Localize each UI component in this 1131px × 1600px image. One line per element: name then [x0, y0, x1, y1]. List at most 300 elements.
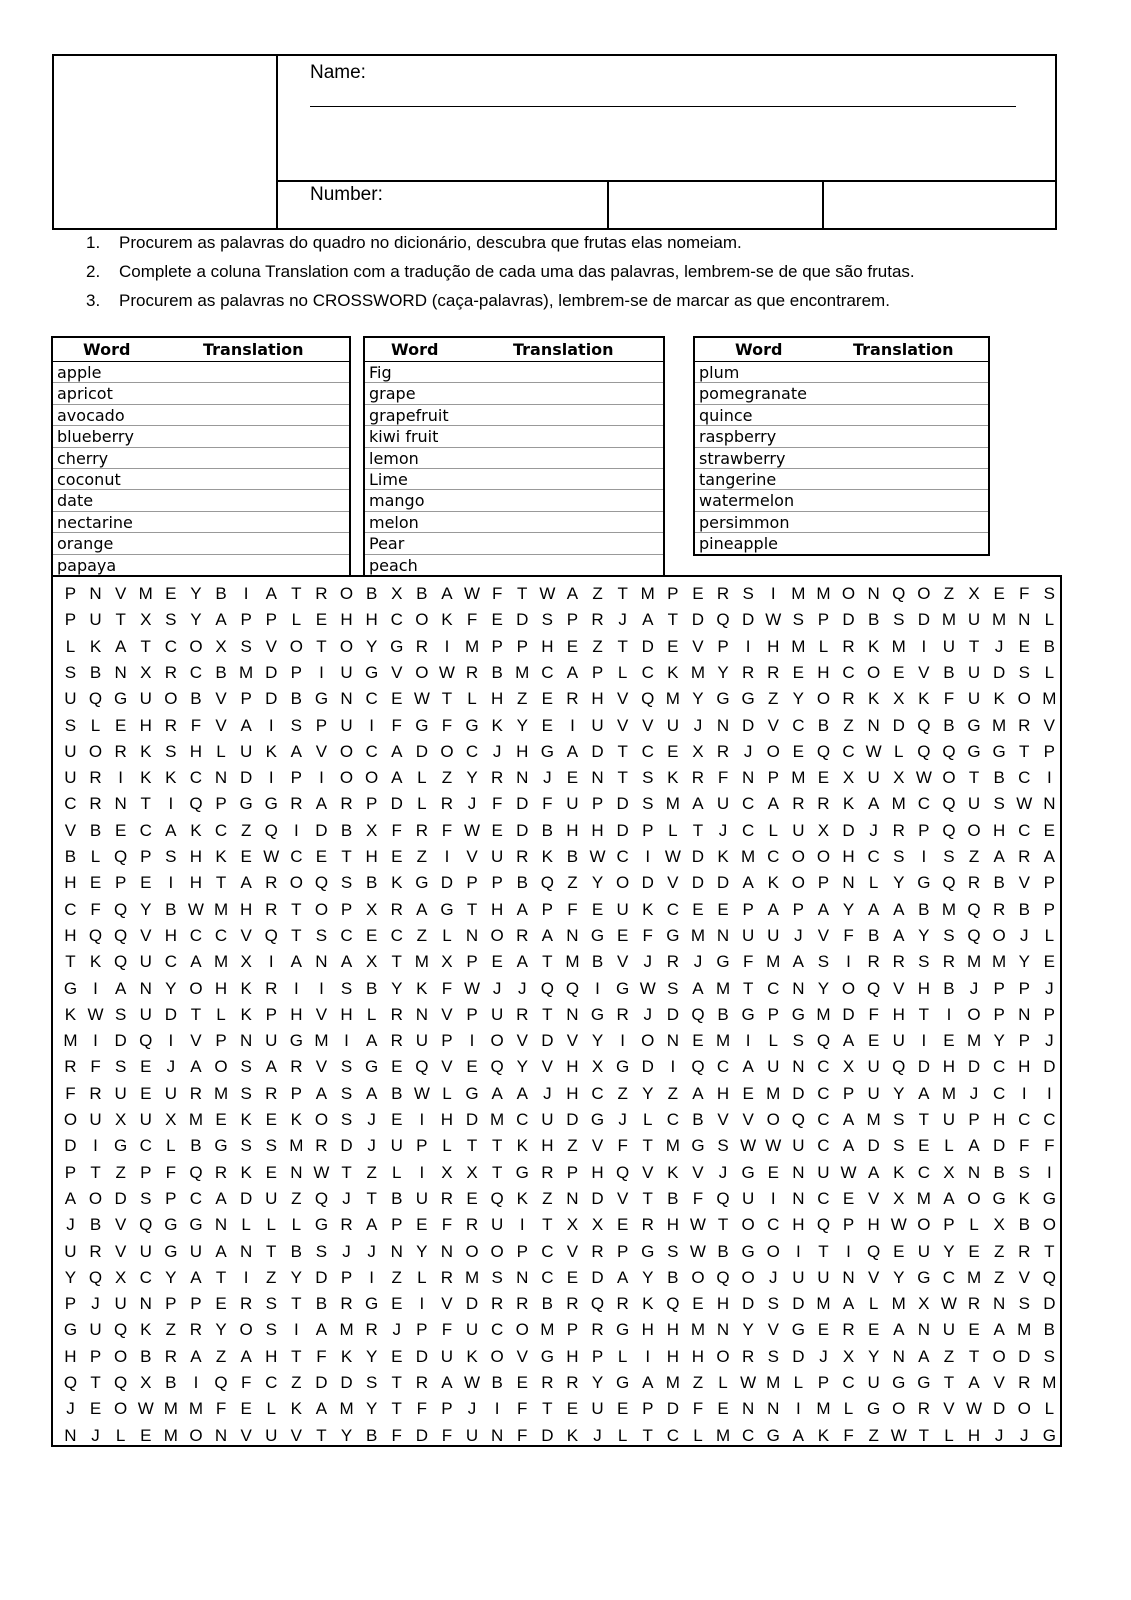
grid-letter[interactable]: Y	[416, 1241, 428, 1261]
grid-letter[interactable]: D	[315, 1267, 328, 1287]
grid-letter[interactable]: H	[340, 1004, 353, 1024]
grid-letter[interactable]: Z	[843, 715, 854, 735]
grid-letter[interactable]: L	[241, 1215, 251, 1235]
grid-letter[interactable]: I	[620, 1031, 625, 1051]
grid-letter[interactable]: H	[716, 1294, 730, 1314]
grid-letter[interactable]: Q	[867, 978, 881, 998]
grid-letter[interactable]: C	[767, 1215, 780, 1235]
grid-letter[interactable]: Q	[1042, 1267, 1056, 1287]
grid-letter[interactable]: G	[967, 741, 981, 761]
grid-letter[interactable]: S	[893, 1110, 905, 1129]
grid-letter[interactable]: O	[766, 1241, 780, 1261]
grid-letter[interactable]: R	[591, 610, 604, 630]
grid-letter[interactable]: X	[365, 820, 378, 840]
grid-letter[interactable]: I	[846, 952, 851, 972]
grid-letter[interactable]: E	[466, 1057, 478, 1077]
grid-letter[interactable]: H	[767, 636, 780, 656]
grid-letter[interactable]: P	[466, 873, 478, 893]
grid-letter[interactable]: N	[390, 1241, 403, 1261]
grid-letter[interactable]: K	[541, 847, 553, 866]
grid-letter[interactable]: P	[64, 1294, 77, 1314]
grid-letter[interactable]: I	[293, 1320, 299, 1340]
grid-letter[interactable]: R	[440, 1188, 454, 1208]
grid-letter[interactable]: Z	[291, 1373, 302, 1392]
grid-letter[interactable]: K	[491, 715, 503, 735]
grid-letter[interactable]: S	[240, 1083, 252, 1103]
grid-letter[interactable]: O	[189, 978, 203, 998]
grid-letter[interactable]: Q	[114, 952, 128, 972]
grid-letter[interactable]: B	[190, 1136, 202, 1156]
grid-letter[interactable]: C	[365, 689, 378, 709]
grid-letter[interactable]: E	[893, 662, 905, 682]
grid-letter[interactable]: I	[1021, 1083, 1027, 1103]
grid-letter[interactable]: R	[164, 715, 177, 735]
grid-letter[interactable]: K	[893, 1162, 905, 1182]
grid-letter[interactable]: T	[642, 1425, 653, 1445]
grid-letter[interactable]: D	[390, 794, 403, 814]
grid-letter[interactable]: N	[440, 1241, 454, 1261]
grid-letter[interactable]: M	[891, 794, 906, 814]
grid-letter[interactable]: I	[168, 794, 174, 814]
grid-letter[interactable]: E	[1043, 820, 1055, 840]
grid-letter[interactable]: J	[91, 1294, 100, 1314]
grid-letter[interactable]: U	[867, 1373, 880, 1392]
grid-letter[interactable]: O	[841, 978, 856, 998]
grid-letter[interactable]: S	[290, 715, 302, 735]
grid-letter[interactable]: J	[1045, 1031, 1054, 1051]
grid-letter[interactable]: E	[140, 1083, 152, 1103]
grid-letter[interactable]: I	[645, 847, 651, 866]
grid-letter[interactable]: R	[239, 1294, 253, 1314]
grid-letter[interactable]: T	[542, 1215, 553, 1235]
grid-letter[interactable]: O	[515, 1320, 529, 1340]
grid-letter[interactable]: G	[791, 1004, 805, 1024]
grid-letter[interactable]: R	[767, 662, 780, 682]
grid-letter[interactable]: Q	[942, 820, 956, 840]
grid-letter[interactable]: M	[866, 1110, 881, 1129]
grid-letter[interactable]: T	[968, 1346, 980, 1366]
grid-letter[interactable]: L	[868, 873, 879, 893]
grid-letter[interactable]: F	[391, 715, 402, 735]
grid-letter[interactable]: F	[441, 1425, 453, 1445]
grid-letter[interactable]: R	[566, 1294, 579, 1314]
grid-letter[interactable]: H	[290, 1004, 303, 1024]
grid-letter[interactable]: L	[417, 1267, 427, 1287]
grid-letter[interactable]: N	[917, 1320, 930, 1340]
grid-letter[interactable]: O	[791, 847, 805, 866]
grid-letter[interactable]: A	[893, 899, 905, 919]
grid-letter[interactable]: H	[591, 1162, 604, 1182]
grid-letter[interactable]: T	[391, 1373, 402, 1392]
grid-letter[interactable]: I	[243, 584, 249, 603]
grid-letter[interactable]: I	[645, 1346, 651, 1366]
grid-letter[interactable]: E	[491, 952, 503, 972]
grid-letter[interactable]: T	[717, 1215, 729, 1235]
grid-letter[interactable]: R	[992, 899, 1006, 919]
grid-letter[interactable]: M	[414, 952, 429, 972]
grid-letter[interactable]: A	[792, 1425, 804, 1445]
grid-letter[interactable]: H	[666, 1215, 679, 1235]
grid-letter[interactable]: L	[1044, 662, 1055, 682]
grid-letter[interactable]: D	[1043, 1057, 1056, 1077]
grid-letter[interactable]: A	[792, 952, 804, 972]
grid-letter[interactable]: T	[617, 741, 628, 761]
grid-letter[interactable]: S	[64, 662, 77, 682]
grid-letter[interactable]: Q	[716, 1267, 730, 1287]
grid-letter[interactable]: G	[365, 1057, 379, 1077]
grid-letter[interactable]: N	[591, 768, 604, 788]
grid-letter[interactable]: I	[293, 820, 299, 840]
grid-letter[interactable]: J	[1045, 978, 1054, 998]
grid-letter[interactable]: N	[239, 1031, 253, 1051]
grid-letter[interactable]: E	[516, 1373, 528, 1392]
grid-letter[interactable]: V	[114, 1241, 127, 1261]
grid-letter[interactable]: R	[942, 952, 956, 972]
grid-letter[interactable]: E	[918, 1136, 930, 1156]
grid-letter[interactable]: X	[842, 1057, 855, 1077]
grid-letter[interactable]: U	[89, 1320, 102, 1340]
grid-letter[interactable]: D	[992, 662, 1006, 682]
grid-letter[interactable]: K	[566, 1425, 579, 1445]
grid-letter[interactable]: R	[315, 1136, 328, 1156]
grid-letter[interactable]: D	[666, 1399, 679, 1419]
grid-letter[interactable]: L	[768, 820, 778, 840]
grid-letter[interactable]: U	[64, 689, 77, 709]
grid-letter[interactable]: W	[464, 584, 481, 603]
grid-letter[interactable]: O	[289, 636, 303, 656]
grid-letter[interactable]: W	[438, 662, 455, 682]
grid-letter[interactable]: N	[214, 1215, 228, 1235]
grid-letter[interactable]: N	[139, 978, 152, 998]
grid-letter[interactable]: I	[795, 1241, 801, 1261]
grid-letter[interactable]: N	[741, 1399, 755, 1419]
grid-letter[interactable]: F	[65, 1083, 76, 1103]
grid-letter[interactable]: E	[692, 1031, 704, 1051]
grid-letter[interactable]: O	[465, 1241, 479, 1261]
grid-letter[interactable]: J	[342, 1188, 351, 1208]
grid-letter[interactable]: R	[290, 1057, 303, 1077]
grid-letter[interactable]: R	[842, 636, 855, 656]
grid-letter[interactable]: G	[515, 1162, 529, 1182]
grid-letter[interactable]: D	[917, 1057, 930, 1077]
grid-letter[interactable]: S	[1018, 1294, 1030, 1314]
grid-letter[interactable]: Q	[816, 741, 831, 761]
grid-letter[interactable]: L	[944, 1425, 954, 1445]
grid-letter[interactable]: P	[240, 689, 252, 709]
grid-letter[interactable]: L	[417, 794, 427, 814]
grid-letter[interactable]: X	[240, 952, 252, 972]
grid-letter[interactable]: U	[817, 1267, 830, 1287]
grid-letter[interactable]: F	[391, 1425, 402, 1445]
grid-letter[interactable]: E	[591, 899, 604, 919]
grid-letter[interactable]: O	[641, 1031, 655, 1051]
grid-letter[interactable]: U	[867, 1057, 880, 1077]
grid-letter[interactable]: U	[390, 1136, 403, 1156]
grid-letter[interactable]: R	[164, 662, 177, 682]
grid-letter[interactable]: M	[966, 1031, 982, 1051]
grid-letter[interactable]: P	[114, 873, 127, 893]
grid-letter[interactable]: Q	[816, 1215, 831, 1235]
grid-letter[interactable]: T	[968, 636, 980, 656]
grid-letter[interactable]: S	[315, 1241, 328, 1261]
grid-letter[interactable]: J	[492, 978, 502, 998]
grid-letter[interactable]: T	[642, 1136, 653, 1156]
grid-letter[interactable]: G	[716, 952, 730, 972]
grid-letter[interactable]: E	[968, 1320, 980, 1340]
grid-letter[interactable]: U	[942, 1110, 956, 1129]
grid-letter[interactable]: M	[891, 636, 906, 656]
grid-letter[interactable]: D	[516, 610, 529, 630]
grid-letter[interactable]: D	[842, 820, 855, 840]
grid-letter[interactable]: M	[188, 1399, 204, 1419]
grid-letter[interactable]: X	[692, 741, 704, 761]
grid-letter[interactable]: E	[140, 1425, 152, 1445]
grid-letter[interactable]: X	[466, 1162, 478, 1182]
grid-letter[interactable]: B	[365, 978, 378, 998]
grid-letter[interactable]: M	[741, 847, 756, 866]
grid-letter[interactable]: P	[616, 1241, 629, 1261]
grid-letter[interactable]: O	[490, 925, 504, 945]
grid-letter[interactable]: S	[1043, 584, 1055, 603]
grid-letter[interactable]: Y	[165, 1267, 177, 1287]
grid-letter[interactable]: E	[893, 1241, 905, 1261]
grid-letter[interactable]: S	[767, 1346, 779, 1366]
grid-letter[interactable]: B	[1018, 899, 1030, 919]
grid-letter[interactable]: T	[266, 1241, 277, 1261]
grid-letter[interactable]: B	[1043, 636, 1055, 656]
grid-letter[interactable]: R	[89, 1241, 102, 1261]
grid-letter[interactable]: K	[767, 873, 779, 893]
grid-letter[interactable]: L	[442, 925, 452, 945]
grid-letter[interactable]: D	[315, 1373, 328, 1392]
grid-letter[interactable]: F	[517, 1399, 528, 1419]
grid-letter[interactable]: T	[466, 1136, 478, 1156]
grid-letter[interactable]: X	[114, 1267, 127, 1287]
grid-letter[interactable]: P	[1043, 1004, 1055, 1024]
grid-letter[interactable]: O	[314, 1110, 329, 1129]
grid-letter[interactable]: U	[490, 847, 504, 866]
grid-letter[interactable]: T	[617, 636, 628, 656]
grid-letter[interactable]: K	[1018, 1188, 1030, 1208]
grid-letter[interactable]: E	[616, 1399, 629, 1419]
grid-letter[interactable]: M	[63, 1031, 78, 1051]
grid-letter[interactable]: R	[415, 636, 428, 656]
grid-letter[interactable]: Q	[63, 1373, 78, 1392]
grid-letter[interactable]: A	[993, 1320, 1005, 1340]
grid-letter[interactable]: G	[590, 1004, 605, 1024]
grid-letter[interactable]: G	[465, 1083, 479, 1103]
grid-letter[interactable]: G	[766, 1425, 780, 1445]
grid-letter[interactable]: H	[189, 873, 203, 893]
grid-letter[interactable]: G	[1042, 1425, 1056, 1445]
grid-letter[interactable]: J	[969, 978, 979, 998]
grid-letter[interactable]: N	[792, 1162, 805, 1182]
grid-letter[interactable]: V	[541, 1057, 553, 1077]
grid-letter[interactable]: Q	[540, 873, 554, 893]
grid-letter[interactable]: L	[291, 1215, 302, 1235]
grid-letter[interactable]: M	[816, 584, 831, 603]
grid-letter[interactable]: R	[189, 1320, 203, 1340]
grid-letter[interactable]: A	[315, 1320, 328, 1340]
grid-letter[interactable]: A	[391, 741, 403, 761]
grid-letter[interactable]: A	[516, 952, 528, 972]
grid-letter[interactable]: A	[391, 768, 403, 788]
grid-letter[interactable]: S	[1018, 662, 1030, 682]
grid-letter[interactable]: N	[290, 1162, 303, 1182]
grid-letter[interactable]: P	[993, 1004, 1005, 1024]
grid-letter[interactable]: A	[842, 1110, 855, 1129]
grid-letter[interactable]: E	[541, 689, 553, 709]
grid-letter[interactable]: O	[616, 873, 630, 893]
grid-letter[interactable]: V	[993, 1373, 1005, 1392]
grid-letter[interactable]: K	[89, 636, 102, 656]
grid-letter[interactable]: L	[969, 1215, 979, 1235]
grid-letter[interactable]: Y	[64, 1267, 77, 1287]
grid-letter[interactable]: E	[792, 662, 804, 682]
grid-letter[interactable]: G	[314, 689, 329, 709]
grid-letter[interactable]: O	[1042, 1215, 1056, 1235]
grid-letter[interactable]: S	[365, 1373, 378, 1392]
grid-letter[interactable]: Y	[1018, 952, 1030, 972]
grid-letter[interactable]: U	[265, 1425, 278, 1445]
grid-letter[interactable]: A	[566, 741, 579, 761]
grid-letter[interactable]: M	[163, 1425, 178, 1445]
grid-letter[interactable]: M	[665, 1136, 680, 1156]
grid-letter[interactable]: I	[369, 715, 374, 735]
grid-letter[interactable]: H	[365, 847, 378, 866]
grid-letter[interactable]: R	[691, 768, 705, 788]
grid-letter[interactable]: P	[1043, 899, 1055, 919]
grid-letter[interactable]: Q	[114, 925, 128, 945]
grid-letter[interactable]: N	[767, 1399, 780, 1419]
grid-letter[interactable]: U	[415, 1031, 428, 1051]
grid-letter[interactable]: B	[516, 873, 528, 893]
grid-letter[interactable]: P	[642, 820, 654, 840]
grid-letter[interactable]: I	[444, 636, 450, 656]
grid-letter[interactable]: K	[240, 978, 252, 998]
grid-letter[interactable]: B	[918, 899, 930, 919]
grid-letter[interactable]: V	[441, 1004, 453, 1024]
grid-letter[interactable]: S	[717, 1136, 729, 1156]
grid-letter[interactable]: B	[667, 1188, 679, 1208]
grid-letter[interactable]: R	[817, 794, 830, 814]
grid-letter[interactable]: E	[89, 1399, 102, 1419]
grid-letter[interactable]: S	[340, 1110, 353, 1129]
grid-letter[interactable]: J	[743, 741, 753, 761]
grid-letter[interactable]: V	[692, 1162, 704, 1182]
grid-letter[interactable]: B	[993, 768, 1005, 788]
grid-letter[interactable]: A	[842, 1136, 855, 1156]
grid-letter[interactable]: B	[391, 1083, 403, 1103]
grid-letter[interactable]: F	[943, 689, 955, 709]
grid-letter[interactable]: X	[842, 1346, 855, 1366]
grid-letter[interactable]: L	[1044, 610, 1055, 630]
grid-letter[interactable]: Z	[667, 1083, 679, 1103]
grid-letter[interactable]: Z	[592, 636, 603, 656]
grid-letter[interactable]: T	[366, 1188, 377, 1208]
grid-letter[interactable]: Q	[641, 689, 655, 709]
grid-letter[interactable]: K	[165, 768, 177, 788]
grid-letter[interactable]: T	[115, 610, 126, 630]
grid-letter[interactable]: F	[441, 820, 453, 840]
grid-letter[interactable]: K	[516, 1188, 528, 1208]
grid-letter[interactable]: L	[718, 1373, 728, 1392]
grid-letter[interactable]: B	[416, 584, 428, 603]
grid-letter[interactable]: B	[165, 899, 177, 919]
grid-letter[interactable]: P	[842, 1215, 855, 1235]
grid-letter[interactable]: W	[664, 847, 681, 866]
grid-letter[interactable]: X	[943, 1162, 955, 1182]
grid-letter[interactable]: M	[766, 1083, 781, 1103]
grid-letter[interactable]: F	[717, 768, 729, 788]
grid-letter[interactable]: L	[166, 1136, 176, 1156]
grid-letter[interactable]: P	[265, 1004, 277, 1024]
grid-letter[interactable]: W	[890, 1215, 907, 1235]
grid-letter[interactable]: Q	[415, 1057, 429, 1077]
grid-letter[interactable]: C	[490, 1320, 504, 1340]
grid-letter[interactable]: Y	[943, 1241, 955, 1261]
grid-letter[interactable]: D	[516, 820, 529, 840]
grid-letter[interactable]: J	[467, 1399, 477, 1419]
grid-letter[interactable]: A	[842, 1031, 855, 1051]
grid-letter[interactable]: B	[315, 1294, 328, 1314]
grid-letter[interactable]: P	[1043, 741, 1055, 761]
grid-letter[interactable]: G	[616, 978, 630, 998]
grid-letter[interactable]: U	[465, 1425, 479, 1445]
grid-letter[interactable]: A	[265, 584, 277, 603]
grid-letter[interactable]: M	[1017, 1320, 1032, 1340]
grid-letter[interactable]: D	[666, 1004, 679, 1024]
grid-letter[interactable]: R	[89, 1083, 102, 1103]
grid-letter[interactable]: I	[494, 1399, 500, 1419]
grid-letter[interactable]: P	[315, 715, 328, 735]
grid-letter[interactable]: S	[792, 1031, 804, 1051]
grid-letter[interactable]: E	[391, 1057, 403, 1077]
grid-letter[interactable]: A	[516, 899, 528, 919]
grid-letter[interactable]: M	[690, 925, 706, 945]
grid-letter[interactable]: D	[741, 715, 755, 735]
grid-letter[interactable]: I	[846, 1241, 851, 1261]
grid-letter[interactable]: T	[542, 952, 553, 972]
grid-letter[interactable]: W	[865, 741, 882, 761]
grid-letter[interactable]: U	[666, 715, 679, 735]
grid-letter[interactable]: V	[265, 636, 277, 656]
grid-letter[interactable]: E	[240, 1399, 252, 1419]
grid-letter[interactable]: E	[391, 1346, 403, 1366]
grid-letter[interactable]: I	[118, 768, 123, 788]
grid-letter[interactable]: H	[139, 715, 152, 735]
grid-letter[interactable]: G	[741, 689, 755, 709]
grid-letter[interactable]: O	[867, 662, 881, 682]
grid-letter[interactable]: U	[465, 1320, 479, 1340]
grid-letter[interactable]: Y	[717, 662, 729, 682]
grid-letter[interactable]: O	[967, 820, 981, 840]
grid-letter[interactable]: T	[316, 1425, 327, 1445]
grid-letter[interactable]: W	[740, 1373, 757, 1392]
grid-letter[interactable]: D	[641, 873, 654, 893]
grid-letter[interactable]: Q	[666, 1294, 680, 1314]
grid-letter[interactable]: M	[766, 1373, 781, 1392]
grid-letter[interactable]: I	[419, 1294, 425, 1314]
grid-letter[interactable]: V	[616, 952, 629, 972]
grid-letter[interactable]: F	[441, 978, 453, 998]
grid-letter[interactable]: R	[867, 952, 880, 972]
grid-letter[interactable]: R	[214, 1162, 228, 1182]
grid-letter[interactable]: T	[291, 925, 302, 945]
grid-letter[interactable]: B	[717, 1004, 729, 1024]
grid-letter[interactable]: N	[114, 794, 127, 814]
grid-letter[interactable]: P	[943, 1215, 955, 1235]
